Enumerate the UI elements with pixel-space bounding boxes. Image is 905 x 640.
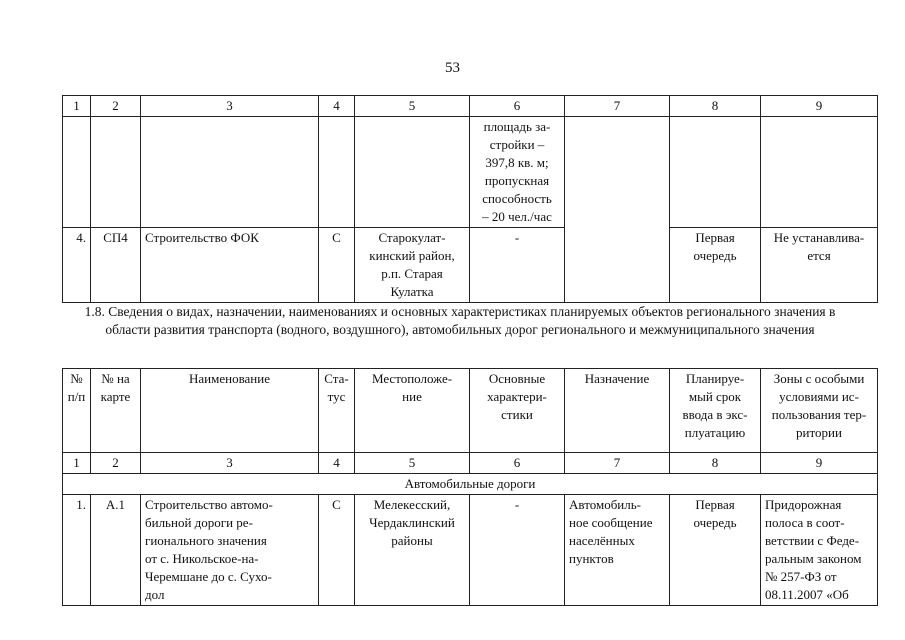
characteristics: - bbox=[470, 228, 565, 303]
column-number: 9 bbox=[761, 96, 878, 117]
characteristics: - bbox=[470, 495, 565, 606]
row-number: 1. bbox=[63, 495, 91, 606]
column-number: 6 bbox=[470, 453, 565, 474]
column-number: 2 bbox=[91, 96, 141, 117]
header-cell: Планируе- мый срок ввода в экс- плуатацию bbox=[670, 369, 761, 453]
table-cell bbox=[319, 117, 355, 228]
page-number: 53 bbox=[445, 60, 460, 76]
column-number: 4 bbox=[319, 96, 355, 117]
commissioning-term: Первая очередь bbox=[670, 495, 761, 606]
table-cell bbox=[670, 117, 761, 228]
column-number: 5 bbox=[355, 96, 470, 117]
header-cell: Зоны с особыми условиями ис- пользования тер- ритории bbox=[761, 369, 878, 453]
status: С bbox=[319, 495, 355, 606]
column-number: 5 bbox=[355, 453, 470, 474]
column-number: 1 bbox=[63, 96, 91, 117]
table-cell bbox=[63, 117, 91, 228]
map-code: СП4 bbox=[91, 228, 141, 303]
special-zones: Придорожная полоса в соот- ветствии с Феде- ральным законом № 257-ФЗ от 08.11.2007 «Об bbox=[761, 495, 878, 606]
column-number-row bbox=[63, 96, 878, 117]
column-number: 9 bbox=[761, 453, 878, 474]
continuation-row bbox=[63, 117, 878, 228]
commissioning-term: Первая очередь bbox=[670, 228, 761, 303]
location: Старокулат- кинский район, р.п. Старая Кулатка bbox=[355, 228, 470, 303]
column-number: 3 bbox=[141, 96, 319, 117]
column-number: 3 bbox=[141, 453, 319, 474]
header-row bbox=[63, 369, 878, 453]
header-cell: Основные характери- стики bbox=[470, 369, 565, 453]
transport-objects-table bbox=[62, 368, 878, 606]
header-cell: № на карте bbox=[91, 369, 141, 453]
column-number-row bbox=[63, 453, 878, 474]
object-name: Строительство ФОК bbox=[141, 228, 319, 303]
objects-table-continued bbox=[62, 95, 878, 303]
header-cell: Местоположе- ние bbox=[355, 369, 470, 453]
column-number: 2 bbox=[91, 453, 141, 474]
column-number: 6 bbox=[470, 96, 565, 117]
table-row bbox=[63, 228, 878, 303]
group-title: Автомобильные дороги bbox=[63, 474, 878, 495]
column-number: 7 bbox=[565, 96, 670, 117]
purpose: Автомобиль- ное сообщение населённых пунктов bbox=[565, 495, 670, 606]
row-number: 4. bbox=[63, 228, 91, 303]
header-cell: Ста- тус bbox=[319, 369, 355, 453]
header-cell: № п/п bbox=[63, 369, 91, 453]
column-number: 8 bbox=[670, 453, 761, 474]
map-code: А.1 bbox=[91, 495, 141, 606]
table-cell bbox=[141, 117, 319, 228]
header-cell: Наименование bbox=[141, 369, 319, 453]
status: С bbox=[319, 228, 355, 303]
special-zones: Не устанавлива- ется bbox=[761, 228, 878, 303]
location: Мелекесский, Чердаклинский районы bbox=[355, 495, 470, 606]
column-number: 4 bbox=[319, 453, 355, 474]
column-number: 8 bbox=[670, 96, 761, 117]
characteristics-cell: площадь за- стройки – 397,8 кв. м; пропускная способность – 20 чел./час bbox=[470, 117, 565, 228]
table-cell bbox=[761, 117, 878, 228]
table-cell bbox=[565, 117, 670, 303]
table-cell bbox=[355, 117, 470, 228]
section-heading: 1.8. Сведения о видах, назначении, наименованиях и основных характеристиках планируемых объектов регионального значения в области развития транспорта (водного, воздушного), автомобильных дорог регионального и межмуниципального значения bbox=[84, 304, 836, 337]
table-row bbox=[63, 495, 878, 606]
column-number: 1 bbox=[63, 453, 91, 474]
column-number: 7 bbox=[565, 453, 670, 474]
table-cell bbox=[91, 117, 141, 228]
header-cell: Назначение bbox=[565, 369, 670, 453]
object-name: Строительство автомо- бильной дороги ре- гионального значения от с. Никольское-на- Черемшане до с. Сухо- дол bbox=[141, 495, 319, 606]
group-row bbox=[63, 474, 878, 495]
